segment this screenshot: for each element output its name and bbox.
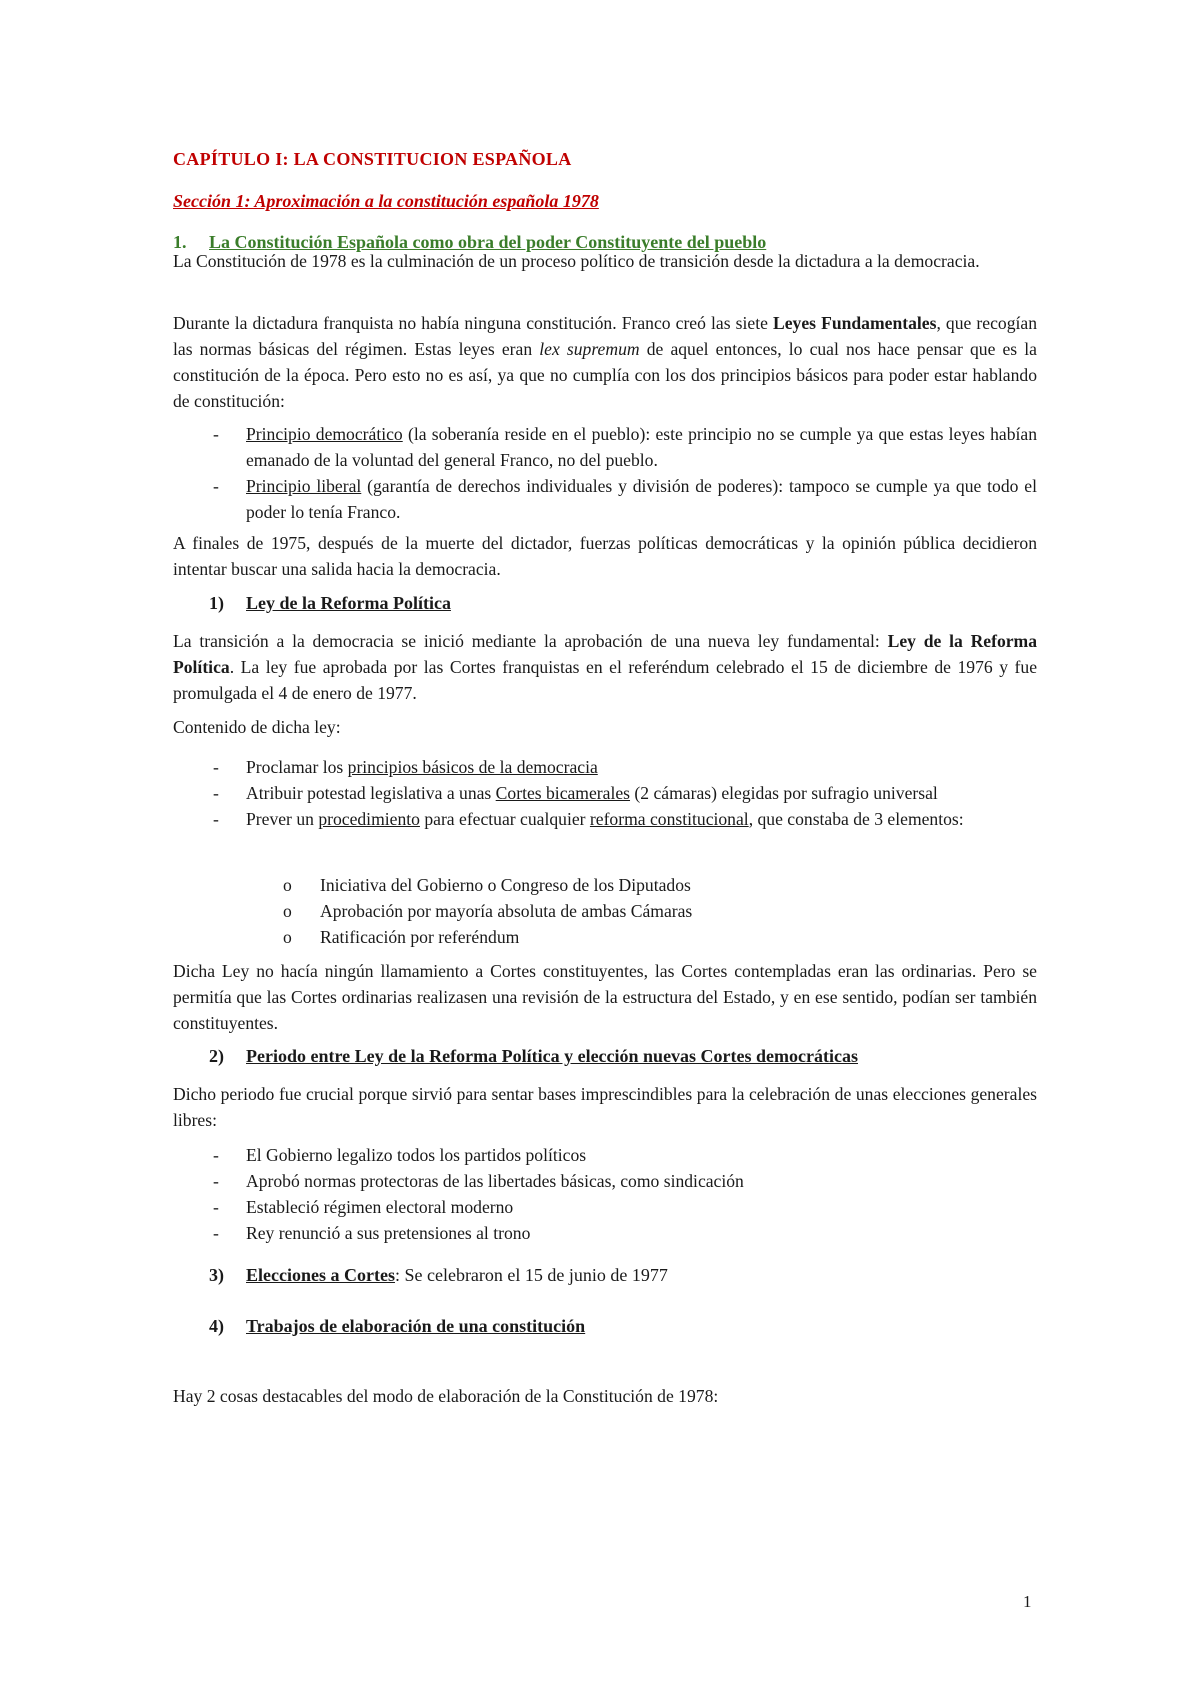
dash-bullet: -	[213, 783, 219, 803]
contenido-list	[213, 754, 1037, 832]
principle-term: Principio liberal	[246, 476, 362, 496]
heading-ley-reforma: 1) Ley de la Reforma Política	[209, 593, 451, 613]
list-item: - Aprobó normas protectoras de las libertades básicas, como sindicación	[213, 1168, 1037, 1194]
dash-bullet: -	[213, 809, 219, 829]
list-item: - Atribuir potestad legislativa a unas Cortes bicamerales (2 cámaras) elegidas por sufragio universal	[213, 780, 1037, 806]
dash-bullet: -	[213, 424, 219, 444]
dash-bullet: -	[213, 757, 219, 777]
list-item: o Aprobación por mayoría absoluta de ambas Cámaras	[283, 898, 1037, 924]
page-number: 1	[1023, 1592, 1032, 1611]
circle-bullet-icon: o	[283, 901, 292, 921]
dash-bullet: -	[213, 1145, 219, 1165]
dash-bullet: -	[213, 1171, 219, 1191]
dash-bullet: -	[213, 1223, 219, 1243]
paragraph-8: Hay 2 cosas destacables del modo de elaboración de la Constitución de 1978:	[173, 1386, 719, 1406]
principle-term: Principio democrático	[246, 424, 403, 444]
list-item: - Principio liberal (garantía de derechos individuales y división de poderes): tampoco se cumple ya que todo el poder lo tenía Franco.	[213, 473, 1037, 525]
paragraph-2: Durante la dictadura franquista no había ninguna constitución. Franco creó las siete Leyes Fundamentales, que recogían las normas básicas del régimen. Estas leyes eran lex supremum de aquel entonces, lo cual nos hace pensar que es la constitución de la época. Pero esto no es así, ya que no cumplía con los dos principios básicos para poder estar hablando de constitución:	[173, 313, 1037, 411]
chapter-title: CAPÍTULO I: LA CONSTITUCION ESPAÑOLA	[173, 149, 572, 169]
heading-elecciones: 3) Elecciones a Cortes: Se celebraron el 15 de junio de 1977	[209, 1265, 668, 1285]
list-item: - El Gobierno legalizo todos los partidos políticos	[213, 1142, 1037, 1168]
section-title: Sección 1: Aproximación a la constitución española 1978	[173, 191, 599, 211]
heading-periodo: 2) Periodo entre Ley de la Reforma Política y elección nuevas Cortes democráticas	[209, 1046, 858, 1066]
principles-list	[213, 421, 1037, 525]
dash-bullet: -	[213, 476, 219, 496]
paragraph-1: La Constitución de 1978 es la culminación de un proceso político de transición desde la dictadura a la democracia.	[173, 251, 980, 271]
paragraph-4: La transición a la democracia se inició mediante la aprobación de una nueva ley fundamental: Ley de la Reforma Política. La ley fue aprobada por las Cortes franquistas en el referéndum celebrado el 15 de diciembre de 1976 y fue promulgada el 4 de enero de 1977.	[173, 631, 1037, 703]
paragraph-5: Contenido de dicha ley:	[173, 717, 341, 737]
heading-1-text: La Constitución Española como obra del poder Constituyente del pueblo	[209, 232, 767, 252]
circle-bullet-icon: o	[283, 875, 292, 895]
elementos-sublist	[283, 872, 1037, 950]
circle-bullet-icon: o	[283, 927, 292, 947]
list-item: o Ratificación por referéndum	[283, 924, 1037, 950]
ley-reforma-term: Ley de la Reforma Política	[173, 631, 1037, 677]
list-item: - Rey renunció a sus pretensiones al trono	[213, 1220, 1037, 1246]
medidas-list	[213, 1142, 1037, 1246]
list-item: - Principio democrático (la soberanía reside en el pueblo): este principio no se cumple ya que estas leyes habían emanado de la voluntad del general Franco, no del pueblo.	[213, 421, 1037, 473]
paragraph-7: Dicho periodo fue crucial porque sirvió para sentar bases imprescindibles para la celebración de unas elecciones generales libres:	[173, 1084, 1037, 1130]
lex-supremum-term: lex supremum	[539, 339, 640, 359]
list-item: - Prever un procedimiento para efectuar cualquier reforma constitucional, que constaba de 3 elementos:	[213, 806, 1037, 832]
list-item: - Proclamar los principios básicos de la democracia	[213, 754, 1037, 780]
heading-1-number: 1.	[173, 232, 187, 252]
list-item: - Estableció régimen electoral moderno	[213, 1194, 1037, 1220]
dash-bullet: -	[213, 1197, 219, 1217]
list-item: o Iniciativa del Gobierno o Congreso de los Diputados	[283, 872, 1037, 898]
leyes-fundamentales-term: Leyes Fundamentales	[772, 313, 937, 333]
paragraph-6: Dicha Ley no hacía ningún llamamiento a Cortes constituyentes, las Cortes contempladas eran las ordinarias. Pero se permitía que las Cortes ordinarias realizasen una revisión de la estructura del Estado, y en ese sentido, podían ser también constituyentes.	[173, 961, 1037, 1033]
heading-trabajos: 4) Trabajos de elaboración de una constitución	[209, 1316, 586, 1336]
paragraph-3: A finales de 1975, después de la muerte del dictador, fuerzas políticas democráticas y la opinión pública decidieron intentar buscar una salida hacia la democracia.	[173, 533, 1037, 579]
